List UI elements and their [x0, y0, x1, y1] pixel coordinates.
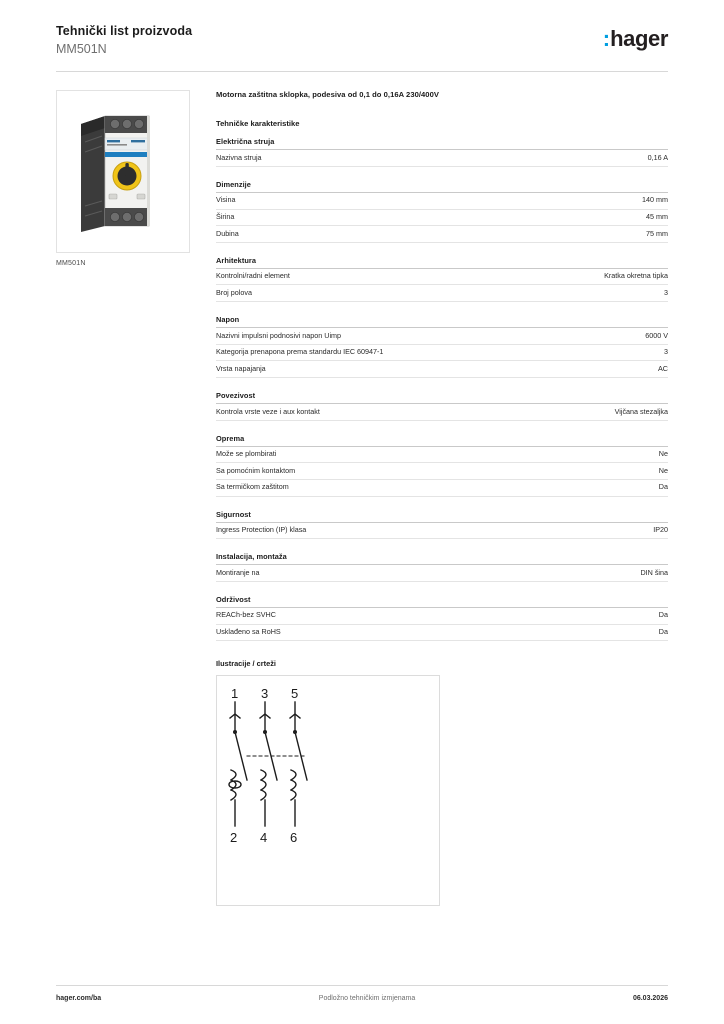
- spec-group-title: Dimenzije: [216, 180, 668, 193]
- spec-row: [216, 625, 668, 642]
- spec-label: REACh-bez SVHC: [216, 610, 276, 620]
- spec-label: Montiranje na: [216, 567, 260, 577]
- spec-value: IP20: [653, 525, 668, 535]
- spec-label: Kontrola vrste veze i aux kontakt: [216, 406, 320, 416]
- spec-value: 0,16 A: [647, 152, 668, 162]
- spec-label: Sa pomoćnim kontaktom: [216, 465, 296, 475]
- spec-value: DIN šina: [640, 567, 668, 577]
- spec-group: [216, 510, 668, 540]
- spec-label: Može se plombirati: [216, 449, 277, 459]
- spec-value: Ne: [658, 465, 668, 475]
- header-titles: [56, 24, 192, 57]
- technical-characteristics-heading: Tehničke karakteristike: [216, 119, 300, 129]
- terminal-label-3: 3: [261, 686, 269, 702]
- spec-value: Da: [658, 482, 668, 492]
- spec-label: Vrsta napajanja: [216, 363, 266, 373]
- spec-value: Kratka okretna tipka: [604, 271, 668, 281]
- spec-group: [216, 434, 668, 497]
- spec-label: Kontrolni/radni element: [216, 271, 290, 281]
- spec-group-title: Instalacija, montaža: [216, 552, 668, 565]
- spec-label: Širina: [216, 212, 235, 222]
- spec-row: [216, 150, 668, 167]
- spec-row: [216, 193, 668, 210]
- spec-label: Kategorija prenapona prema standardu IEC 60947-1: [216, 347, 384, 357]
- footer-note: Podložno tehničkim izmjenama: [318, 995, 416, 1002]
- spec-group: [216, 256, 668, 302]
- spec-group: [216, 595, 668, 641]
- spec-value: 3: [664, 287, 668, 297]
- illustration-box: [216, 675, 440, 906]
- footer-date: 06.03.2026: [632, 995, 668, 1002]
- terminal-label-5: 5: [291, 686, 299, 702]
- spec-row: [216, 463, 668, 480]
- spec-value: 6000 V: [645, 330, 668, 340]
- spec-row: [216, 361, 668, 378]
- spec-row: [216, 523, 668, 540]
- page-content: [56, 72, 668, 906]
- hager-logo: [603, 24, 668, 52]
- spec-group: [216, 315, 668, 378]
- spec-value: Da: [658, 610, 668, 620]
- page-footer: [56, 985, 668, 1002]
- spec-row: [216, 285, 668, 302]
- illustrations-heading: Ilustracije / crteži: [216, 659, 276, 669]
- terminal-label-1: 1: [231, 686, 239, 702]
- spec-row: [216, 404, 668, 421]
- specifications-column: [190, 90, 668, 906]
- spec-value: Ne: [658, 449, 668, 459]
- spec-row: [216, 226, 668, 243]
- product-image-box: [56, 90, 190, 253]
- spec-value: 45 mm: [646, 212, 668, 222]
- product-column: [56, 90, 190, 906]
- spec-group-title: Oprema: [216, 434, 668, 447]
- spec-label: Ingress Protection (IP) klasa: [216, 525, 307, 535]
- page-header: [56, 0, 668, 72]
- wiring-diagram: [217, 676, 441, 907]
- product-caption: MM501N: [56, 260, 86, 268]
- spec-group: [216, 391, 668, 421]
- spec-label: Broj polova: [216, 287, 252, 297]
- spec-value: 140 mm: [642, 195, 668, 205]
- page-title: Tehnički list proizvoda: [56, 24, 193, 38]
- spec-label: Visina: [216, 195, 236, 205]
- spec-row: [216, 210, 668, 227]
- terminal-label-4: 4: [260, 830, 268, 846]
- terminal-label-2: 2: [230, 830, 238, 846]
- spec-value: Vijčana stezaljka: [614, 406, 668, 416]
- spec-value: Da: [658, 627, 668, 636]
- spec-value: 3: [664, 347, 668, 357]
- spec-group-title: Električna struja: [216, 137, 668, 150]
- footer-website[interactable]: hager.com/ba: [56, 995, 102, 1002]
- spec-label: Nazivni impulsni podnosivi napon Uimp: [216, 330, 342, 340]
- spec-group-title: Održivost: [216, 595, 668, 608]
- spec-row: [216, 608, 668, 625]
- spec-label: Nazivna struja: [216, 152, 262, 162]
- spec-group: [216, 180, 668, 243]
- motor-protection-circuit-breaker-icon: [71, 108, 175, 236]
- spec-label: Sa termičkom zaštitom: [216, 482, 289, 492]
- spec-row: [216, 345, 668, 362]
- spec-group-title: Arhitektura: [216, 256, 668, 269]
- spec-value: AC: [658, 363, 668, 373]
- spec-row: [216, 269, 668, 286]
- logo-text: hager: [610, 26, 668, 51]
- spec-row: [216, 447, 668, 464]
- spec-row: [216, 328, 668, 345]
- spec-value: 75 mm: [646, 228, 668, 238]
- spec-group: [216, 552, 668, 582]
- terminal-label-6: 6: [290, 830, 298, 846]
- product-description: Motorna zaštitna sklopka, podesiva od 0,1 do 0,16A 230/400V: [216, 90, 439, 100]
- spec-group-title: Napon: [216, 315, 668, 328]
- spec-row: [216, 565, 668, 582]
- spec-row: [216, 480, 668, 497]
- spec-group-title: Povezivost: [216, 391, 668, 404]
- logo-dots: :: [602, 26, 610, 51]
- spec-group: [216, 137, 668, 167]
- spec-label: Usklađeno sa RoHS: [216, 627, 281, 636]
- spec-label: Dubina: [216, 228, 239, 238]
- product-reference: MM501N: [56, 41, 107, 56]
- spec-group-title: Sigurnost: [216, 510, 668, 523]
